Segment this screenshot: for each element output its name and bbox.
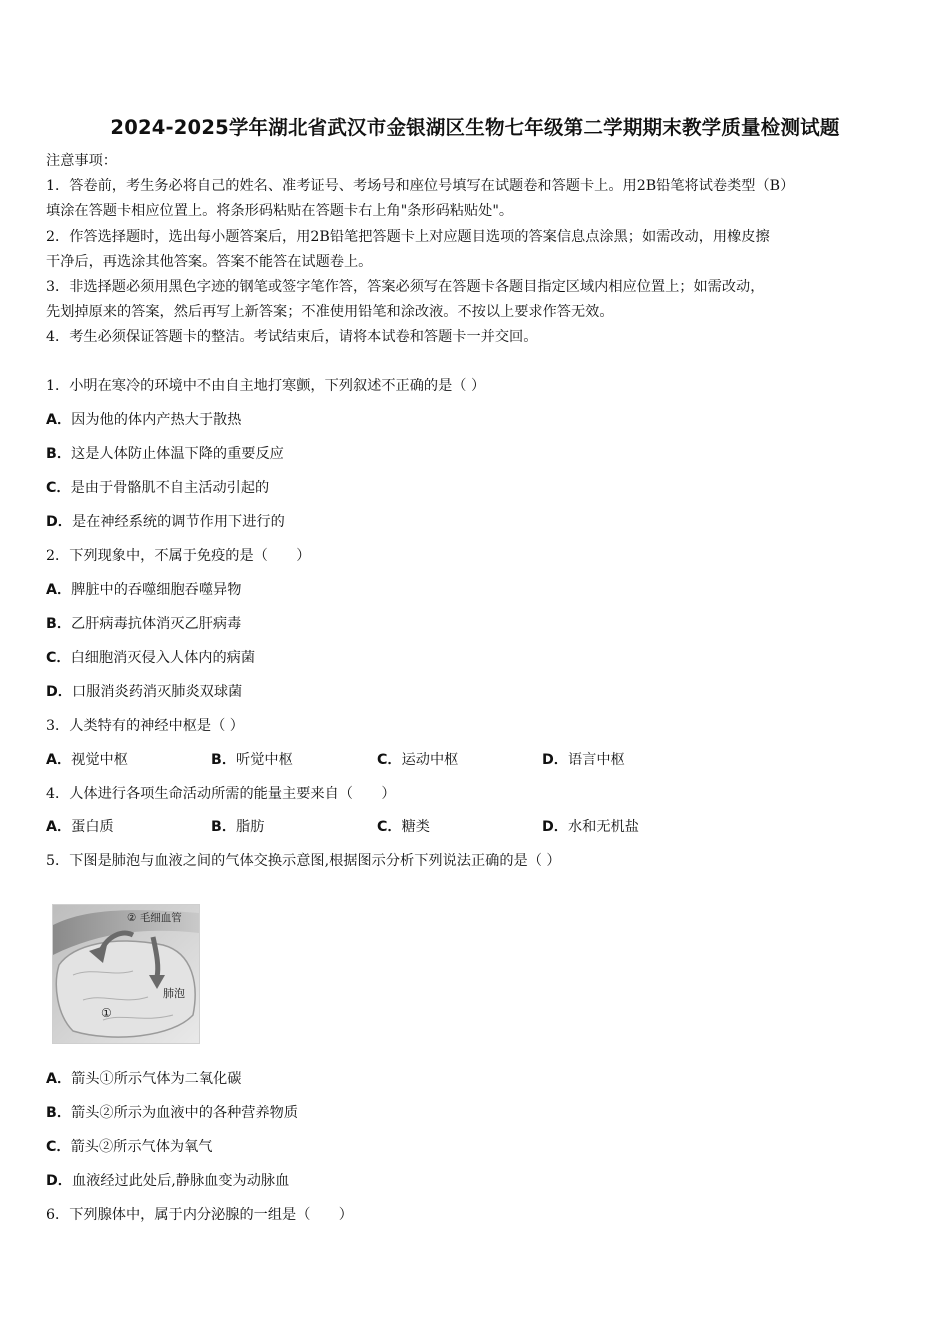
option-label: C． xyxy=(377,819,402,835)
options-row-4 xyxy=(46,818,906,836)
notice-line: 1．答卷前，考生务必将自己的姓名、准考证号、考场号和座位号填写在试题卷和答题卡上。用2B铅笔将试卷类型（B） xyxy=(46,178,795,194)
option-4d xyxy=(542,818,639,836)
option-text: 箭头①所示气体为二氧化碳 xyxy=(71,1071,242,1087)
option-text: 水和无机盐 xyxy=(567,819,639,835)
option-label: A． xyxy=(46,582,72,598)
option-text: 脾脏中的吞噬细胞吞噬异物 xyxy=(71,582,242,598)
option-text: 是在神经系统的调节作用下进行的 xyxy=(71,514,285,530)
option-2a xyxy=(46,581,241,599)
notice-line: 先划掉原来的答案，然后再写上新答案；不准使用铅笔和涂改液。不按以上要求作答无效。 xyxy=(46,304,614,320)
notice-heading: 注意事项： xyxy=(46,153,117,169)
option-1b xyxy=(46,445,284,463)
option-1d xyxy=(46,513,285,531)
question-stem-1: 1．小明在寒冷的环境中不由自主地打寒颤，下列叙述不正确的是（ ） xyxy=(46,378,486,394)
page-title: 2024-2025学年湖北省武汉市金银湖区生物七年级第二学期期末教学质量检测试题 xyxy=(110,116,840,139)
option-text: 因为他的体内产热大于散热 xyxy=(71,412,242,428)
option-3c xyxy=(377,751,458,769)
option-label: A． xyxy=(46,752,72,768)
option-1a xyxy=(46,411,241,429)
option-text: 运动中枢 xyxy=(401,752,459,768)
options-row-3 xyxy=(46,751,906,769)
option-text: 这是人体防止体温下降的重要反应 xyxy=(71,446,284,462)
notice-line: 2．作答选择题时，选出每小题答案后，用2B铅笔把答题卡上对应题目选项的答案信息点涂黑；如需改动，用橡皮擦 xyxy=(46,229,770,245)
option-label: C． xyxy=(46,1139,71,1155)
option-label: B． xyxy=(46,1105,72,1121)
option-2c xyxy=(46,649,255,667)
option-label: C． xyxy=(46,650,71,666)
option-5a xyxy=(46,1070,241,1088)
option-text: 箭头②所示气体为氧气 xyxy=(70,1139,213,1155)
option-label: C． xyxy=(46,480,71,496)
option-label: B． xyxy=(211,819,237,835)
option-3a xyxy=(46,751,128,769)
label-capillary: ② 毛细血管 xyxy=(127,912,182,924)
option-2d xyxy=(46,683,242,701)
notice-line: 3．非选择题必须用黑色字迹的钢笔或签字笔作答，答案必须写在答题卡各题目指定区域内相应位置上；如需改动， xyxy=(46,279,765,295)
option-5c xyxy=(46,1138,213,1156)
label-arrow-1: ① xyxy=(101,1006,112,1020)
option-4c xyxy=(377,818,430,836)
option-text: 乙肝病毒抗体消灭乙肝病毒 xyxy=(71,616,242,632)
alveolus-diagram xyxy=(53,905,199,1043)
option-2b xyxy=(46,615,241,633)
option-label: D． xyxy=(46,514,72,530)
option-text: 是由于骨骼肌不自主活动引起的 xyxy=(70,480,270,496)
option-4b xyxy=(211,818,264,836)
option-text: 箭头②所示为血液中的各种营养物质 xyxy=(71,1105,299,1121)
option-text: 语言中枢 xyxy=(567,752,625,768)
option-label: A． xyxy=(46,412,72,428)
alveolus-gas-exchange-figure xyxy=(52,904,200,1044)
option-label: D． xyxy=(46,684,72,700)
option-label: A． xyxy=(46,1071,72,1087)
option-label: D． xyxy=(542,819,568,835)
option-text: 脂肪 xyxy=(236,819,265,835)
option-5b xyxy=(46,1104,298,1122)
option-1c xyxy=(46,479,269,497)
question-stem-4: 4．人体进行各项生命活动所需的能量主要来自（ ） xyxy=(46,786,396,802)
option-label: B． xyxy=(211,752,237,768)
option-text: 白细胞消灭侵入人体内的病菌 xyxy=(70,650,256,666)
option-label: A． xyxy=(46,819,72,835)
option-text: 血液经过此处后,静脉血变为动脉血 xyxy=(71,1173,290,1189)
option-text: 听觉中枢 xyxy=(236,752,293,768)
option-label: C． xyxy=(377,752,402,768)
question-stem-5: 5．下图是肺泡与血液之间的气体交换示意图,根据图示分析下列说法正确的是（ ） xyxy=(46,853,561,869)
option-4a xyxy=(46,818,114,836)
option-text: 口服消炎药消灭肺炎双球菌 xyxy=(71,684,243,700)
notice-line: 填涂在答题卡相应位置上。将条形码粘贴在答题卡右上角"条形码粘贴处"。 xyxy=(46,203,514,219)
option-label: D． xyxy=(542,752,568,768)
question-stem-2: 2．下列现象中，不属于免疫的是（ ） xyxy=(46,548,311,564)
option-label: B． xyxy=(46,616,72,632)
notice-line: 4．考生必须保证答题卡的整洁。考试结束后，请将本试卷和答题卡一并交回。 xyxy=(46,329,538,345)
option-3b xyxy=(211,751,293,769)
question-stem-3: 3．人类特有的神经中枢是（ ） xyxy=(46,718,244,734)
question-stem-6: 6．下列腺体中，属于内分泌腺的一组是（ ） xyxy=(46,1207,353,1223)
option-text: 糖类 xyxy=(401,819,430,835)
option-label: B． xyxy=(46,446,72,462)
notice-line: 干净后，再选涂其他答案。答案不能答在试题卷上。 xyxy=(46,254,373,270)
option-text: 蛋白质 xyxy=(71,819,114,835)
option-text: 视觉中枢 xyxy=(71,752,128,768)
label-alveolus: 肺泡 xyxy=(163,987,185,1000)
option-5d xyxy=(46,1172,289,1190)
option-3d xyxy=(542,751,625,769)
option-label: D． xyxy=(46,1173,72,1189)
